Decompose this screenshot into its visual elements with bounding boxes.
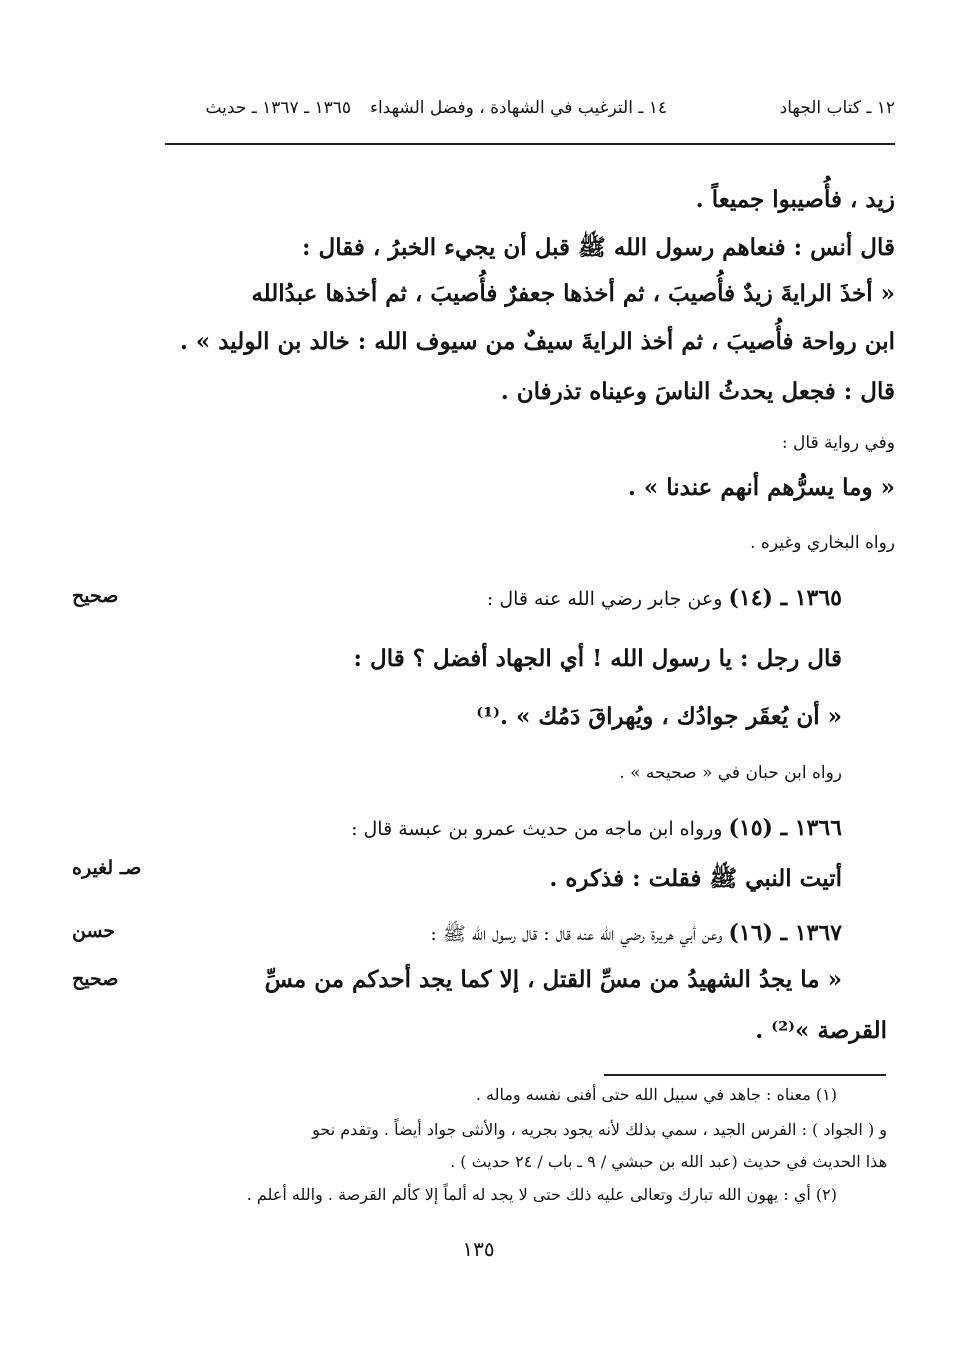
text-line: وفي رواية قال : [781,433,895,453]
text-line: أتيت النبي ﷺ فقلت : فذكره . [549,865,842,892]
footnote: (٢) أي : يهون الله تبارك وتعالى عليه ذلك حتى لا يجد له ألماً إلا كألم القرصة . والله أعلم . [246,1185,837,1204]
text-line: قال رجل : يا رسول الله ! أي الجهاد أفضل ؟ قال : [353,645,842,672]
text-line: « وما يسرُّهم أنهم عندنا » . [627,474,895,501]
page-number: ١٣٥ [462,1237,495,1261]
text-line: « أن يُعقَر جوادُك ، ويُهراقَ دَمُك » .⁽¹⁾ [476,703,842,730]
footnote: و ( الجواد ) : الفرس الجيد ، سمي بذلك لأنه يجود بجريه ، والأنثى جواد أيضاً . وتقدم نحو [312,1120,887,1139]
hadith-heading [487,585,842,611]
grade-label: صحيح [72,585,119,607]
hadith-intro: وعن أبي هريرة رضي الله عنه قال : قال رسول الله ﷺ : [430,923,723,945]
source-line: رواه ابن حبان في « صحيحه » . [619,763,842,783]
grade-label: صـ لغيره [72,857,142,879]
footnote: (١) معناه : جاهد في سبيل الله حتى أفنى نفسه وماله . [475,1085,837,1104]
footnote-divider [604,1074,886,1076]
text-line: زيد ، فأُصيبوا جميعاً . [695,186,895,213]
text-line: قال : فجعل يحدثُ الناسَ وعيناه تذرفان . [500,378,895,405]
footnote: هذا الحديث في حديث (عبد الله بن حبشي / ٩ ـ باب / ٢٤ حديث ) . [450,1152,887,1171]
running-header-range: ١٣٦٥ ـ ١٣٦٧ ـ حديث [205,98,351,118]
text-line: « أخذَ الرايةَ زيدٌ فأُصيبَ ، ثم أخذها جعفرٌ فأُصيبَ ، ثم أخذها عبدُالله [251,280,895,307]
grade-label: حسن [72,920,116,942]
hadith-intro: وعن جابر رضي الله عنه قال : [486,588,723,610]
text-line: ابن رواحة فأُصيبَ ، ثم أخذ الرايةَ سيفٌ من سيوف الله : خالد بن الوليد » . [179,328,895,355]
text-line: قال أنس : فنعاهم رسول الله ﷺ قبل أن يجيء الخبرُ ، فقال : [302,234,895,261]
hadith-intro: ورواه ابن ماجه من حديث عمرو بن عبسة قال : [351,818,723,840]
running-header-chapter: ١٢ ـ كتاب الجهاد [779,98,895,118]
text-line: « ما يجدُ الشهيدُ من مسِّ القتل ، إلا كما يجد أحدكم من مسِّ [264,966,842,993]
hadith-heading [351,815,842,841]
grade-label: صحيح [72,968,119,990]
hadith-heading [430,920,842,950]
hadith-number: ١٣٦٥ ـ (١٤) [728,585,842,611]
running-header-section: ١٤ ـ الترغيب في الشهادة ، وفضل الشهداء [369,98,667,118]
source-line: رواه البخاري وغيره . [750,533,895,553]
hadith-number: ١٣٦٦ ـ (١٥) [728,815,842,841]
hadith-number: ١٣٦٧ ـ (١٦) [728,920,842,946]
text-line: القرصة »⁽²⁾ . [755,1017,887,1044]
header-divider [165,143,895,145]
